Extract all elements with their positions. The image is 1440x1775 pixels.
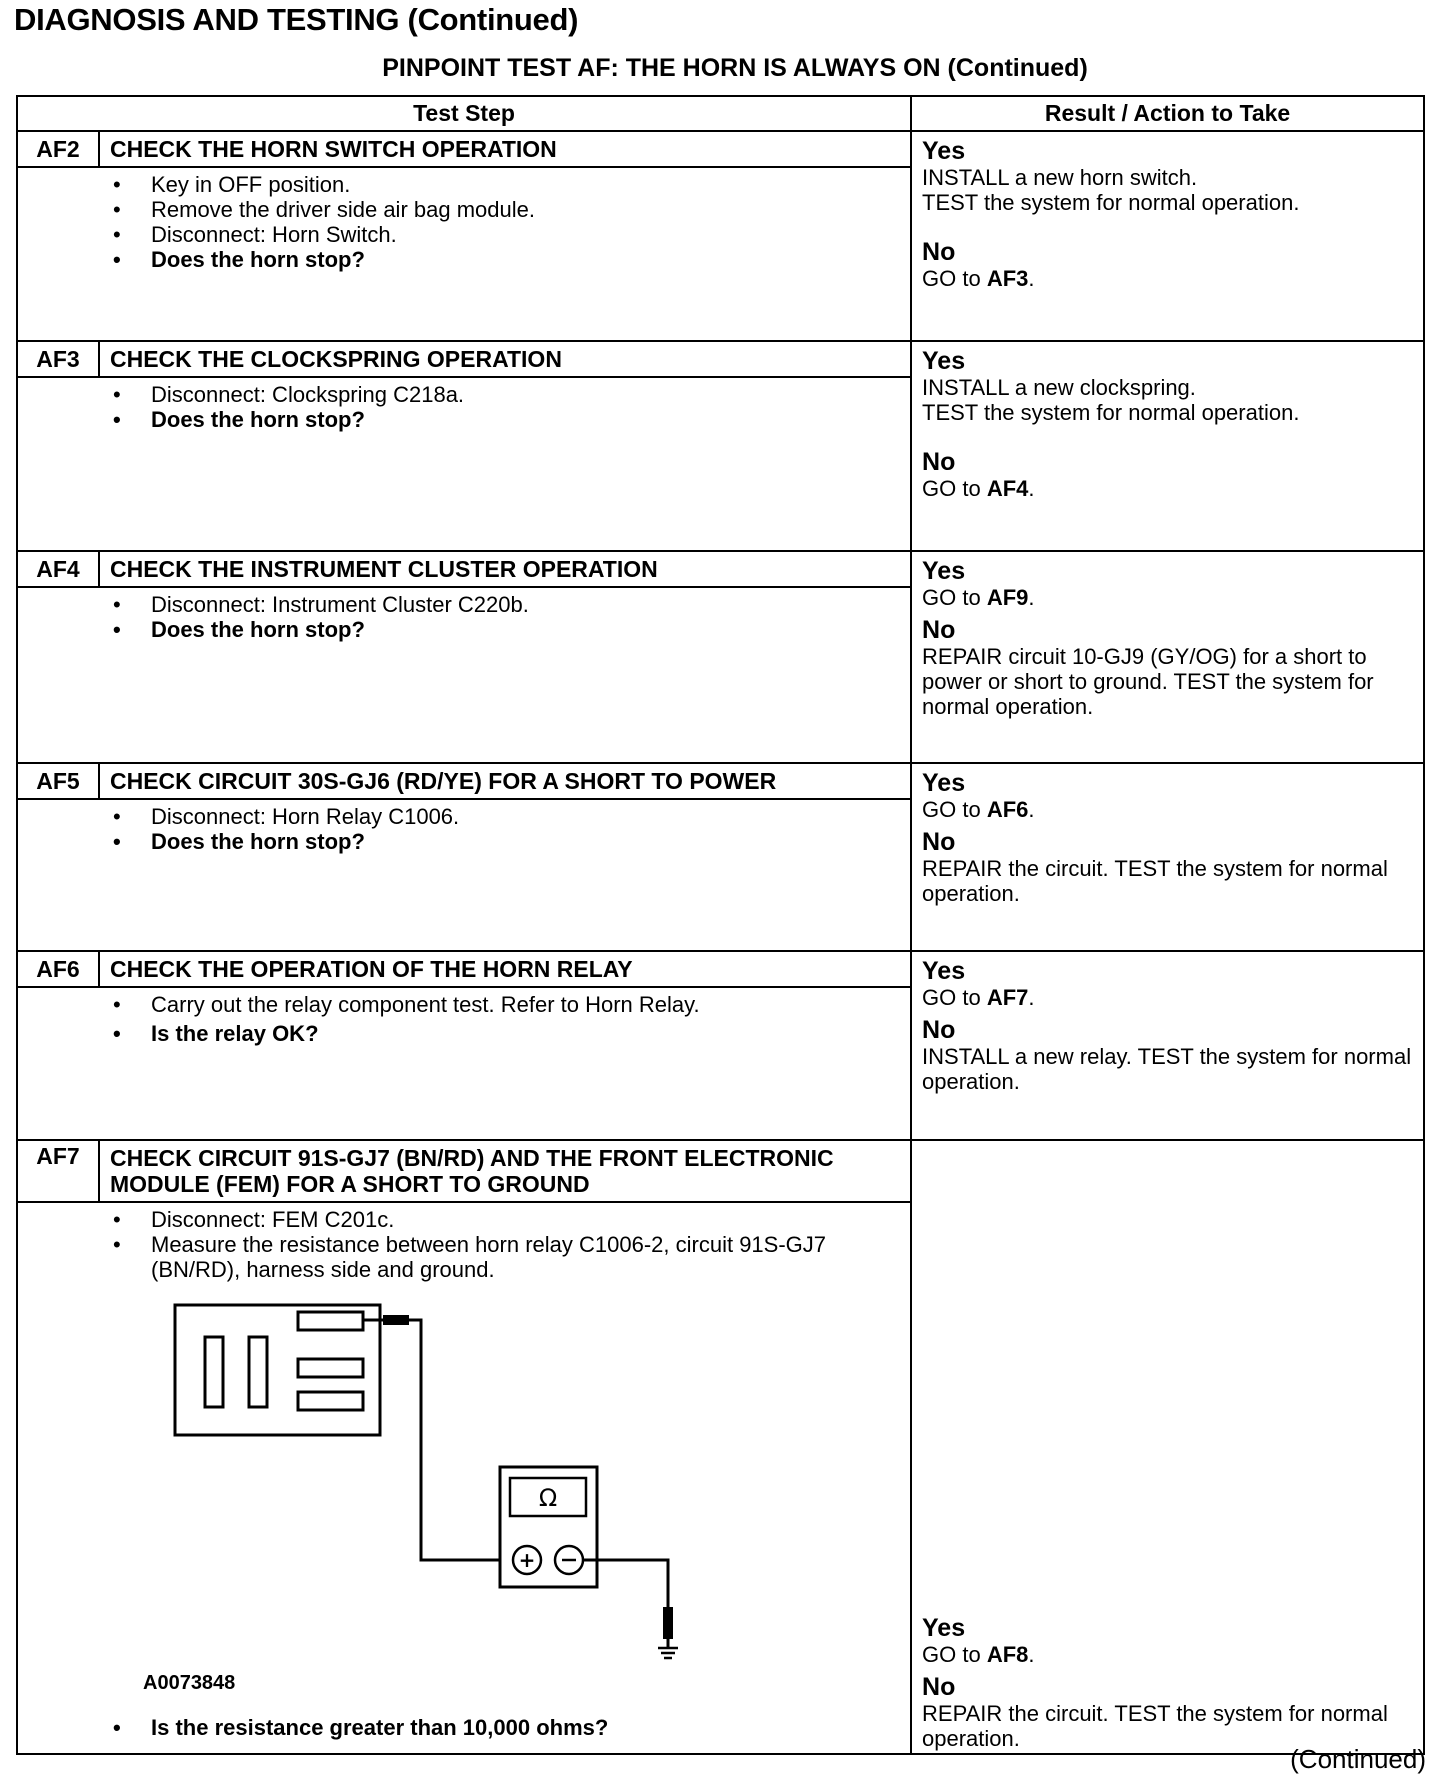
resistance-measurement-diagram: [138, 1302, 758, 1672]
no-block: [922, 449, 1415, 501]
ground-icon: [658, 1648, 678, 1658]
ohm-symbol: Ω: [538, 1484, 558, 1512]
yes-label: Yes: [922, 347, 966, 375]
no-label: No: [922, 616, 956, 644]
yes-block: [922, 958, 1415, 1010]
step-actions: [17, 987, 911, 1140]
action-item: • Remove the driver side air bag module.: [18, 197, 904, 222]
goto-ref-link[interactable]: AF4: [986, 476, 1029, 501]
goto-ref-link[interactable]: AF7: [986, 985, 1029, 1010]
action-item: • Disconnect: Horn Switch.: [18, 222, 904, 247]
step-result: [911, 763, 1424, 951]
table-header-row: [17, 96, 1424, 131]
no-label: No: [922, 1673, 956, 1701]
test-probe-wire: [363, 1315, 500, 1560]
action-item: • Disconnect: FEM C201c.: [18, 1207, 904, 1232]
step-code: AF4: [17, 551, 99, 587]
no-label: No: [922, 448, 956, 476]
step-actions: [17, 377, 911, 551]
yes-text: GO to AF9.: [922, 585, 1035, 610]
step-af5-title-row: [17, 763, 1424, 799]
no-text: GO to AF3.: [922, 266, 1035, 291]
yes-text: GO to AF7.: [922, 985, 1035, 1010]
step-af6-title-row: [17, 951, 1424, 987]
step-code: AF2: [17, 131, 99, 167]
yes-text: INSTALL a new clockspring.: [922, 375, 1196, 400]
yes-label: Yes: [922, 957, 966, 985]
yes-block: [922, 770, 1415, 822]
yes-block: [922, 348, 1415, 425]
yes-label: Yes: [922, 137, 966, 165]
step-af4-title-row: [17, 551, 1424, 587]
no-block: [922, 1017, 1415, 1094]
step-title: CHECK THE HORN SWITCH OPERATION: [99, 131, 911, 167]
no-label: No: [922, 238, 956, 266]
connector-icon: [175, 1305, 380, 1435]
step-actions: [17, 587, 911, 763]
goto-ref-link[interactable]: AF3: [986, 266, 1029, 291]
step-af3-title-row: [17, 341, 1424, 377]
yes-text-2: TEST the system for normal operation.: [922, 400, 1300, 425]
yes-block: [922, 138, 1415, 215]
no-block: [922, 239, 1415, 291]
table-title: PINPOINT TEST AF: THE HORN IS ALWAYS ON (Continued): [382, 54, 1088, 82]
step-question: • Is the relay OK?: [18, 1021, 904, 1046]
step-result: [911, 341, 1424, 551]
step-result: [911, 1140, 1424, 1754]
no-block: [922, 1674, 1415, 1751]
step-result: [911, 131, 1424, 341]
step-af2-title-row: [17, 131, 1424, 167]
action-item: • Key in OFF position.: [18, 172, 904, 197]
step-title: CHECK THE OPERATION OF THE HORN RELAY: [99, 951, 911, 987]
step-question: • Does the horn stop?: [18, 829, 904, 854]
no-text: REPAIR circuit 10-GJ9 (GY/OG) for a short to power or short to ground. TEST the system for normal operation.: [922, 644, 1374, 719]
goto-ref-link[interactable]: AF6: [986, 797, 1029, 822]
step-question: • Does the horn stop?: [18, 407, 904, 432]
step-actions: [17, 799, 911, 951]
step-question: • Does the horn stop?: [18, 617, 904, 642]
yes-text: INSTALL a new horn switch.: [922, 165, 1198, 190]
yes-block: [922, 558, 1415, 610]
action-item: • Disconnect: Horn Relay C1006.: [18, 804, 904, 829]
yes-block: [922, 1615, 1415, 1667]
step-code: AF5: [17, 763, 99, 799]
no-text: REPAIR the circuit. TEST the system for normal operation.: [922, 1701, 1388, 1751]
step-title: CHECK THE CLOCKSPRING OPERATION: [99, 341, 911, 377]
no-block: [922, 617, 1415, 719]
no-text: GO to AF4.: [922, 476, 1035, 501]
step-result: [911, 551, 1424, 763]
step-code: AF3: [17, 341, 99, 377]
action-item: • Measure the resistance between horn relay C1006-2, circuit 91S-GJ7 (BN/RD), harness side and ground.: [18, 1232, 904, 1282]
pinpoint-test-table: [16, 95, 1425, 1755]
action-item: • Disconnect: Instrument Cluster C220b.: [18, 592, 904, 617]
step-actions: [17, 167, 911, 341]
no-label: No: [922, 828, 956, 856]
action-item: • Disconnect: Clockspring C218a.: [18, 382, 904, 407]
yes-label: Yes: [922, 1614, 966, 1642]
step-question: • Does the horn stop?: [18, 247, 904, 272]
step-title: CHECK CIRCUIT 30S-GJ6 (RD/YE) FOR A SHORT TO POWER: [99, 763, 911, 799]
step-actions: [17, 1202, 911, 1754]
yes-text-2: TEST the system for normal operation.: [922, 190, 1300, 215]
goto-ref-link[interactable]: AF8: [986, 1642, 1029, 1667]
page-title: DIAGNOSIS AND TESTING (Continued): [14, 2, 579, 37]
result-header: Result / Action to Take: [911, 96, 1424, 131]
no-text: REPAIR the circuit. TEST the system for normal operation.: [922, 856, 1388, 906]
figure-id: A0073848: [143, 1672, 236, 1694]
step-question: • Is the resistance greater than 10,000 ohms?: [18, 1715, 904, 1740]
step-result: [911, 951, 1424, 1140]
continued-footer: (Continued): [1290, 1744, 1426, 1774]
yes-text: GO to AF8.: [922, 1642, 1035, 1667]
yes-text: GO to AF6.: [922, 797, 1035, 822]
step-code: AF6: [17, 951, 99, 987]
action-item: • Carry out the relay component test. Refer to Horn Relay.: [18, 992, 904, 1017]
yes-label: Yes: [922, 557, 966, 585]
step-title: CHECK THE INSTRUMENT CLUSTER OPERATION: [99, 551, 911, 587]
yes-label: Yes: [922, 769, 966, 797]
step-code: AF7: [17, 1140, 99, 1202]
svg-text:+: +: [518, 1548, 536, 1572]
no-text: INSTALL a new relay. TEST the system for normal operation.: [922, 1044, 1412, 1094]
test-step-header: Test Step: [17, 96, 911, 131]
no-block: [922, 829, 1415, 906]
goto-ref-link[interactable]: AF9: [986, 585, 1029, 610]
step-title: CHECK CIRCUIT 91S-GJ7 (BN/RD) AND THE FRONT ELECTRONIC MODULE (FEM) FOR A SHORT TO GROUND: [99, 1140, 911, 1202]
ohmmeter-icon: [500, 1467, 597, 1587]
step-af7-title-row: [17, 1140, 1424, 1202]
no-label: No: [922, 1016, 956, 1044]
